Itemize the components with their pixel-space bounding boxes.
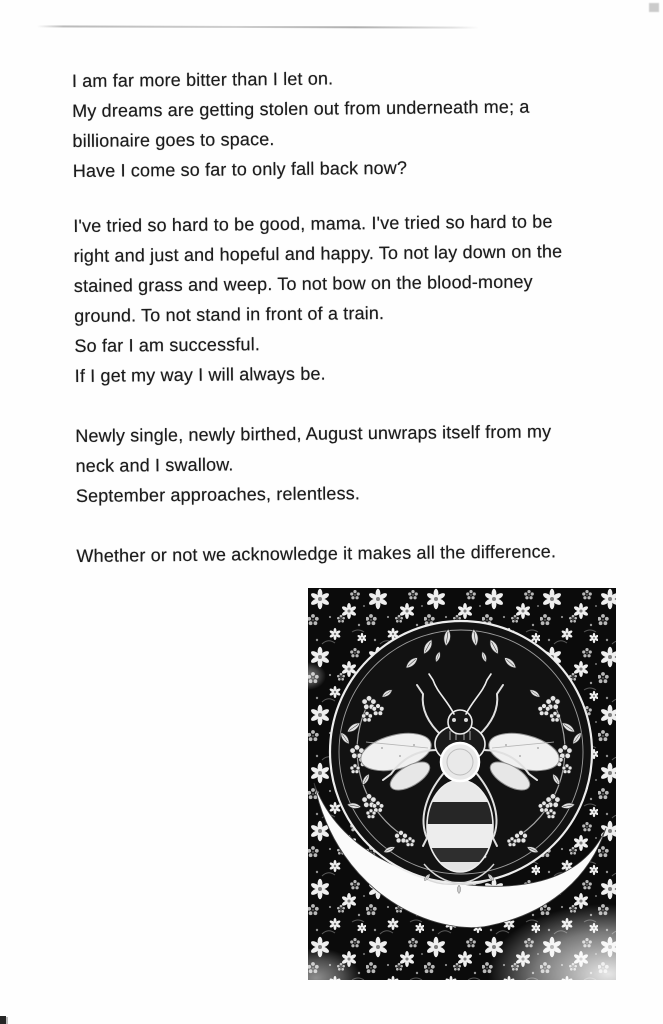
- poem-line: ground. To not stand in front of a train.: [74, 303, 385, 326]
- poem-line: Have I come so far to only fall back now?: [72, 157, 408, 182]
- poem-line: I am far more bitter than I let on.: [71, 68, 334, 92]
- poem-stanza-2: [73, 206, 563, 391]
- poem-stanza-4: [76, 536, 556, 571]
- poem-line: billionaire goes to space.: [72, 129, 275, 152]
- poem-line: stained grass and weep. To not bow on the blood-money: [73, 271, 533, 297]
- bee-illustration: [308, 588, 616, 980]
- poem-line: If I get my way I will always be.: [74, 363, 326, 386]
- scan-artifact-bottom-left-mark: [0, 1016, 6, 1024]
- bee-head: [448, 710, 472, 734]
- poem-line: September approaches, relentless.: [75, 483, 361, 506]
- poem-line: My dreams are getting stolen out from underneath me; a: [72, 96, 530, 122]
- poem-line: I've tried so hard to be good, mama. I've tried so hard to be: [73, 211, 553, 237]
- poem-line: Whether or not we acknowledge it makes all the difference.: [76, 541, 557, 566]
- poem-stanza-1: [72, 62, 530, 186]
- poem-line: So far I am successful.: [74, 334, 261, 356]
- poem-line: Newly single, newly birthed, August unwraps itself from my: [75, 421, 552, 446]
- poem-line: neck and I swallow.: [75, 454, 234, 476]
- poem-stanza-3: [75, 416, 552, 511]
- poem-line: right and just and hopeful and happy. To not lay down on the: [73, 241, 563, 267]
